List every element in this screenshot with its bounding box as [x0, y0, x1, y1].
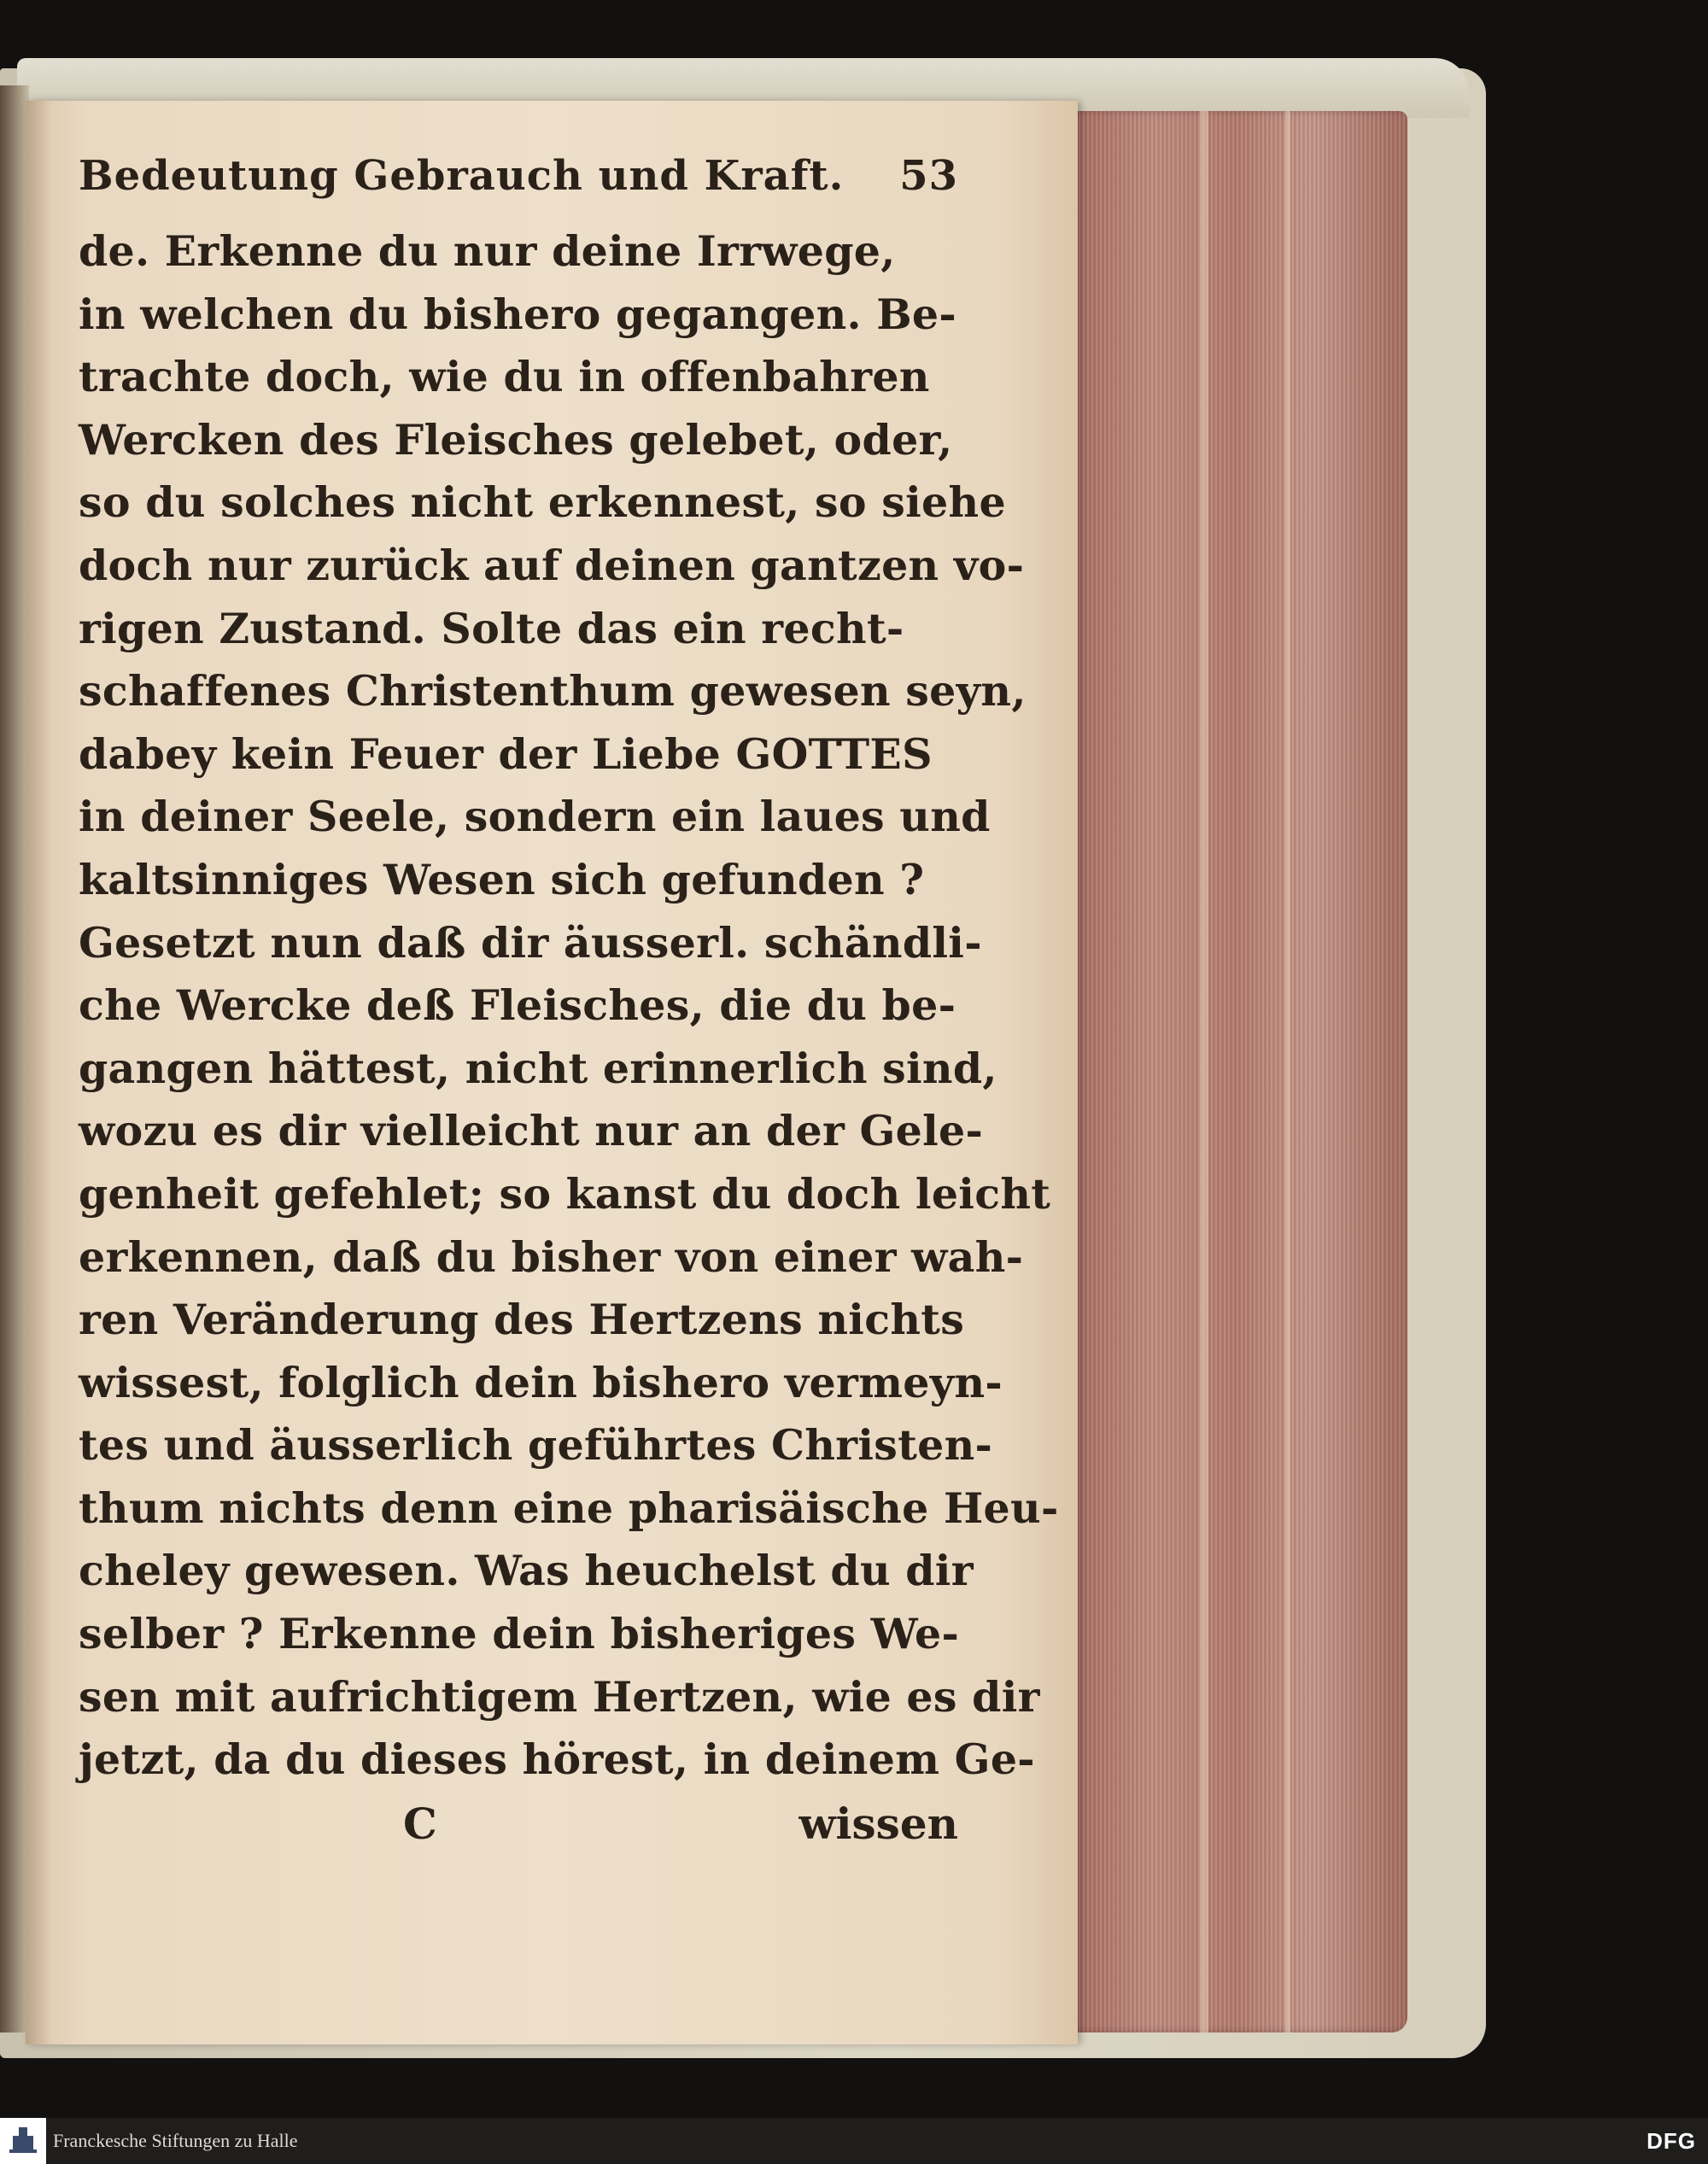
page-block-edge — [1066, 111, 1407, 2032]
catchword: wissen — [798, 1798, 958, 1849]
text-line: Gesetzt nun daß dir äusserl. schändli- — [79, 917, 982, 968]
stiftungen-logo-icon — [0, 2118, 46, 2164]
page-text — [79, 152, 1059, 1857]
running-title: Bedeutung Gebrauch und Kraft. — [79, 152, 845, 200]
text-line: selber ? Erkenne dein bisheriges We- — [79, 1609, 960, 1659]
text-line: rigen Zustand. Solte das ein recht- — [79, 603, 904, 653]
text-line: doch nur zurück auf deinen gantzen vo- — [79, 540, 1025, 590]
text-line: tes und äusserlich geführtes Christen- — [79, 1420, 993, 1471]
institution-name: Franckesche Stiftungen zu Halle — [53, 2130, 298, 2151]
text-line: so du solches nicht erkennest, so siehe — [79, 477, 1006, 528]
text-line: jetzt, da du dieses hörest, in deinem Ge- — [79, 1734, 1035, 1785]
text-line: wissest, folglich dein bishero vermeyn- — [79, 1357, 1003, 1407]
text-line: wozu es dir vielleicht nur an der Gele- — [79, 1106, 984, 1156]
book-page — [26, 101, 1078, 2044]
viewer-info-bar — [0, 2118, 1708, 2164]
dfg-logo: DFG — [1647, 2127, 1696, 2154]
text-lines — [79, 220, 1059, 1792]
signature-mark: C — [403, 1798, 437, 1849]
page-number: 53 — [899, 152, 958, 200]
institution-credit — [0, 2118, 298, 2164]
text-line: de. Erkenne du nur deine Irrwege, — [79, 226, 896, 276]
text-line: sen mit aufrichtigem Hertzen, wie es dir — [79, 1671, 1040, 1722]
text-line: thum nichts denn eine pharisäische Heu- — [79, 1483, 1059, 1533]
page-edge-band — [1200, 111, 1208, 2032]
running-header — [79, 152, 958, 213]
text-line: genheit gefehlet; so kanst du doch leicht — [79, 1168, 1051, 1219]
page-edge-band — [1285, 111, 1290, 2032]
text-line: dabey kein Feuer der Liebe GOTTES — [79, 728, 933, 779]
text-line: erkennen, daß du bisher von einer wah- — [79, 1231, 1024, 1282]
text-line: kaltsinniges Wesen sich gefunden ? — [79, 854, 925, 904]
text-line: in welchen du bishero gegangen. Be- — [79, 289, 957, 339]
text-line: cheley gewesen. Was heuchelst du dir — [79, 1546, 974, 1596]
text-line: trachte doch, wie du in offenbahren — [79, 352, 930, 402]
book-spine — [0, 85, 29, 2032]
text-line: gangen hättest, nicht erinnerlich sind, — [79, 1043, 997, 1093]
text-line: ren Veränderung des Hertzens nichts — [79, 1295, 965, 1345]
text-line: Wercken des Fleisches gelebet, oder, — [79, 414, 953, 465]
page-footer — [79, 1792, 958, 1857]
text-line: che Wercke deß Fleisches, die du be- — [79, 980, 956, 1031]
text-line: in deiner Seele, sondern ein laues und — [79, 792, 991, 842]
text-line: schaffenes Christenthum gewesen seyn, — [79, 666, 1027, 716]
